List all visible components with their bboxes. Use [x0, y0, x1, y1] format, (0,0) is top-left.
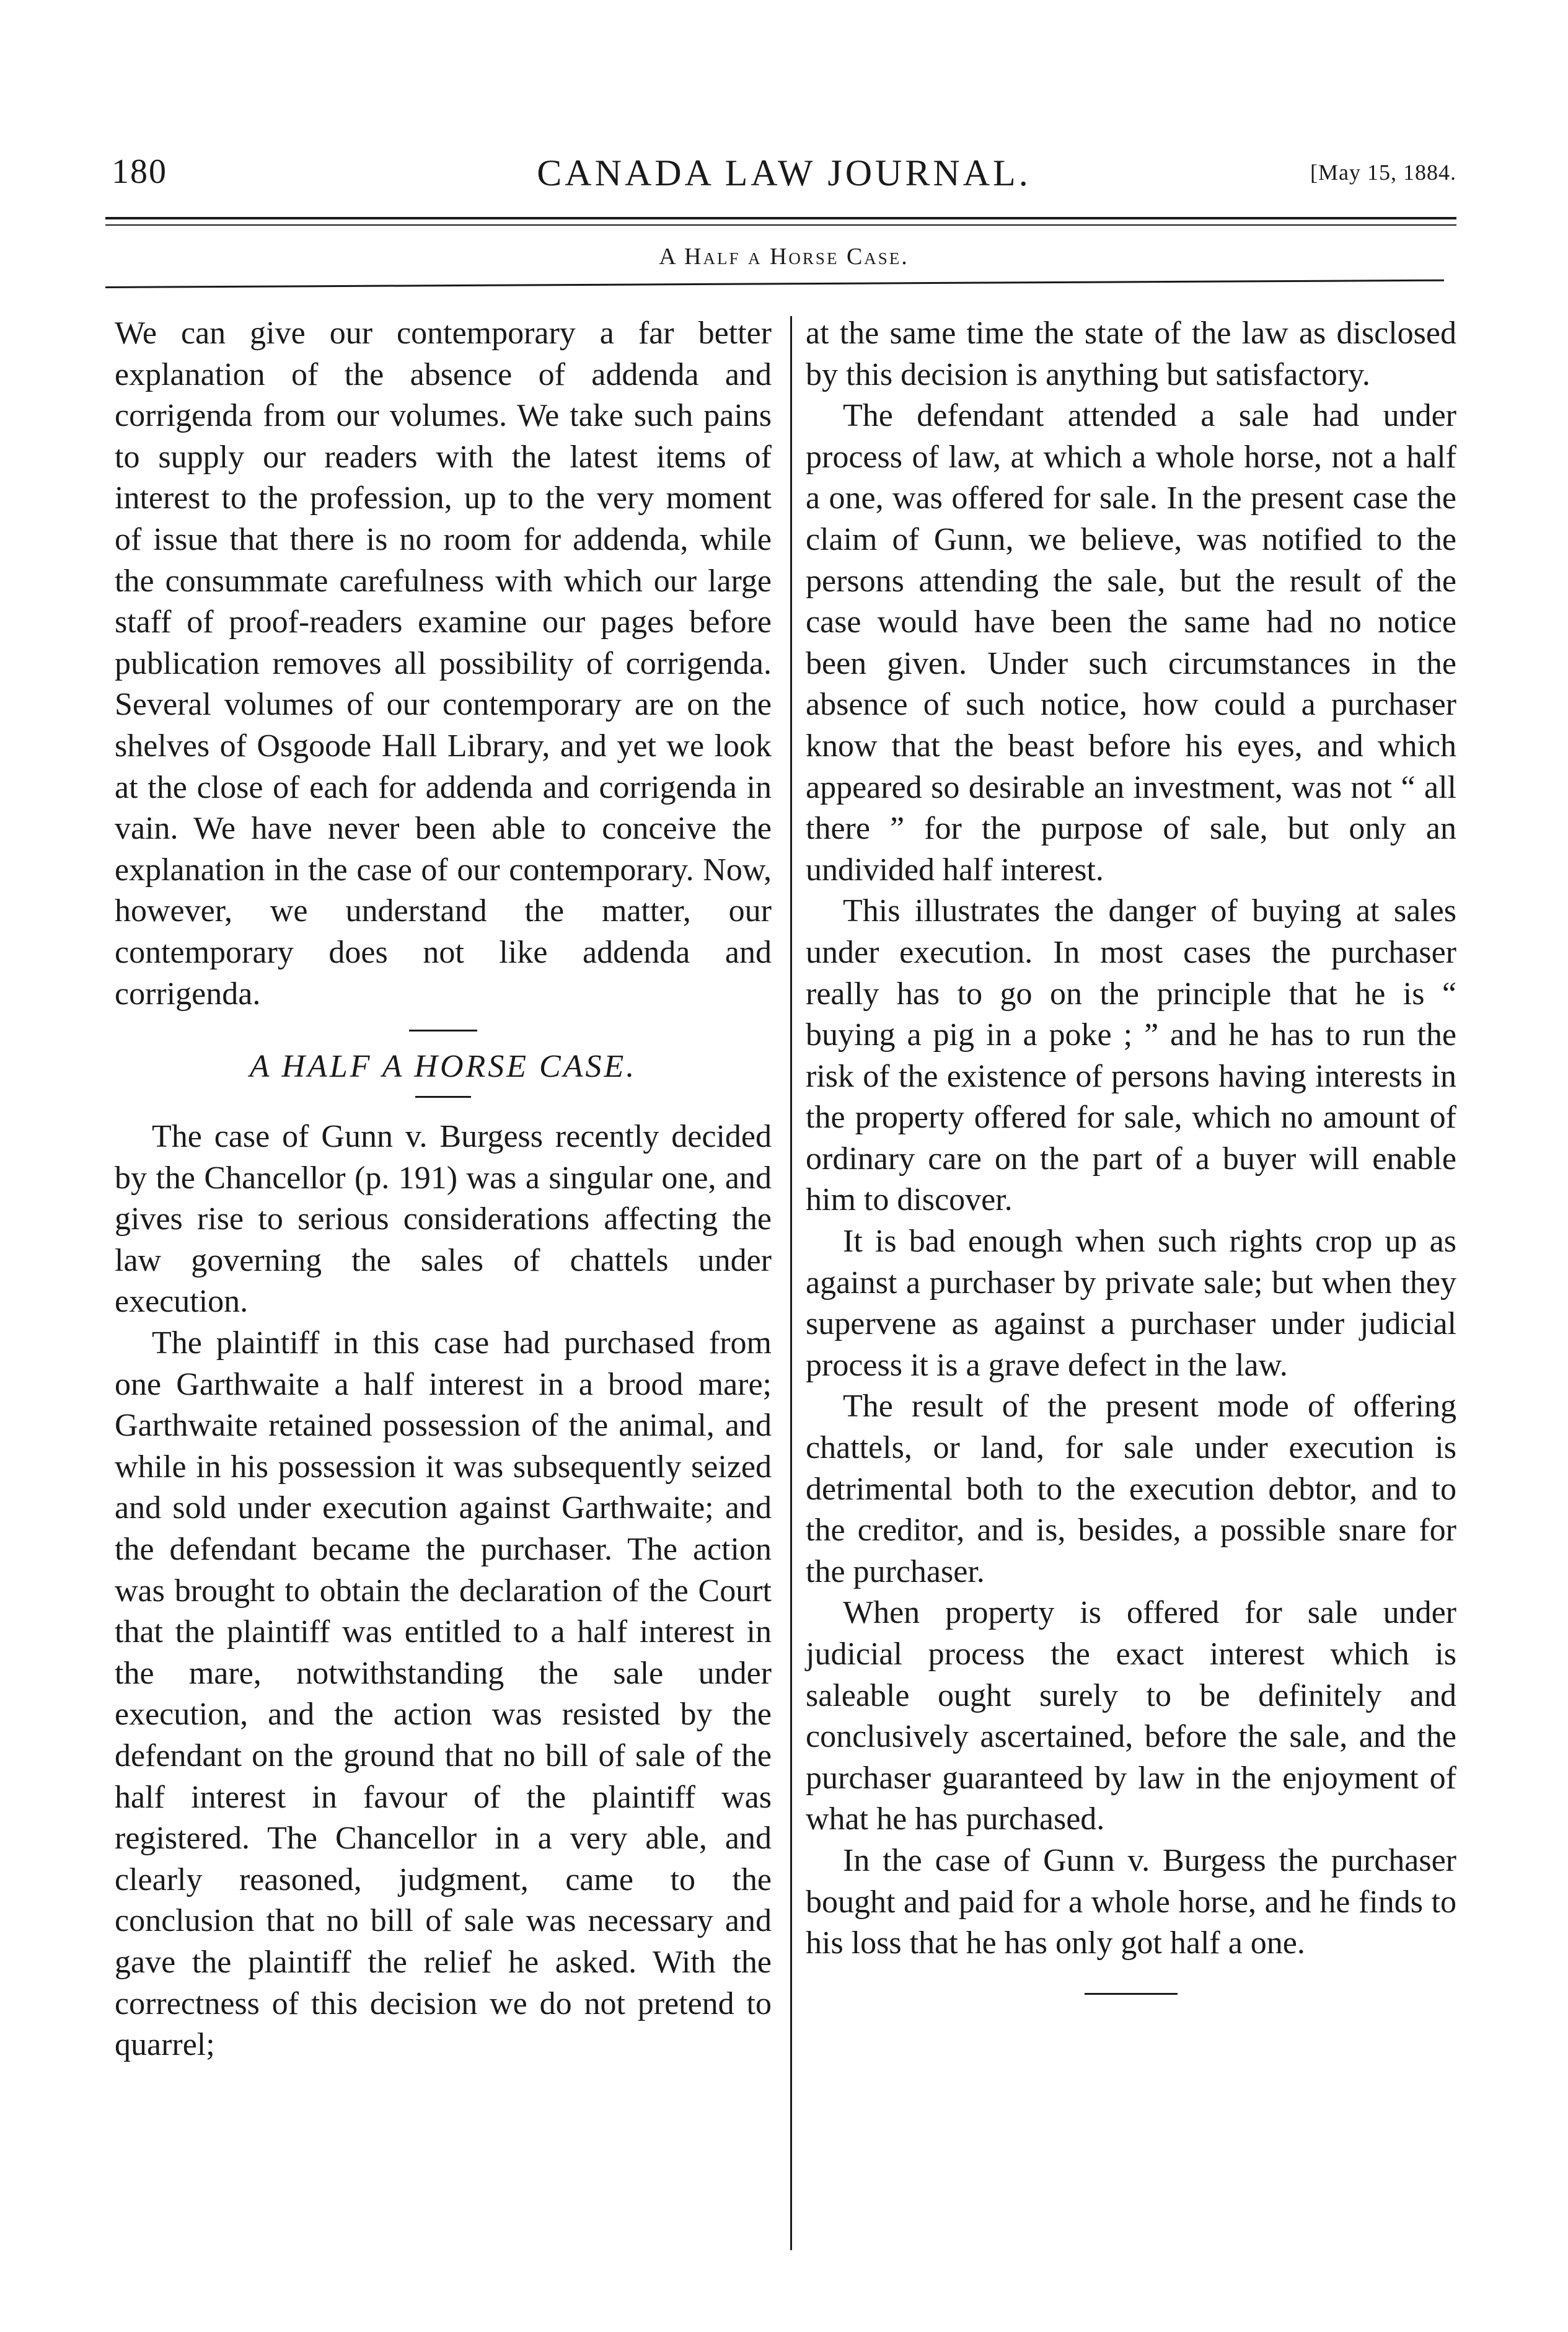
page-number: 180 [112, 152, 167, 191]
right-paragraph-1: at the same time the state of the law as disclosed by this decision is anything but satisfactory. [806, 316, 1456, 392]
right-paragraph-4: It is bad enough when such rights crop up as against a purchaser by private sale; but when they supervene as against a purchaser under judicial process it is a grave defect in the law. [806, 1224, 1456, 1383]
column-divider [790, 316, 792, 2250]
left-paragraph-3: The plaintiff in this case had purchased from one Garthwaite a half interest in a brood mare; Garthwaite retained possession of the animal, and while in his possession it was subsequently seized and sold under execution against Garthwaite; and the defendant became the purchaser. The action was brought to obtain the declaration of the Court that the plaintiff was entitled to a half interest in the mare, notwithstanding the sale under execution, and the action was resisted by the defendant on the ground that no bill of sale of the half interest in favour of the plaintiff was registered. The Chancellor in a very able, and clearly reasoned, judgment, came to the conclusion that no bill of sale was necessary and gave the plaintiff the relief he asked. With the correctness of this decision we do not pretend to quarrel; [115, 1325, 772, 2063]
page-header [112, 152, 1456, 208]
left-column [115, 313, 772, 2066]
header-rule-thick [105, 217, 1456, 219]
heading-rule [415, 1096, 471, 1098]
right-column [806, 313, 1456, 1995]
header-rule-thin [105, 224, 1456, 226]
end-rule [1085, 1993, 1178, 1995]
section-heading: A HALF A HORSE CASE. [249, 1049, 637, 1085]
right-paragraph-3: This illustrates the danger of buying at sales under execution. In most cases the purchaser really has to go on the principle that he is “ buying a pig in a poke ; ” and he has to run the risk of the existence of persons having interests in the property offered for sale, which no amount of ordinary care on the part of a buyer will enable him to discover. [806, 893, 1456, 1218]
left-paragraph-1: We can give our contemporary a far better explanation of the absence of addenda and corrigenda from our volumes. We take such pains to supply our readers with the latest items of interest to the profession, up to the very moment of issue that there is no room for addenda, while the consummate carefulness with which our large staff of proof-readers examine our pages before publication removes all possibility of corrigenda. Several volumes of our contemporary are on the shelves of Osgoode Hall Library, and yet we look at the close of each for addenda and corrigenda in vain. We have never been able to conceive the explanation in the case of our contemporary. Now, however, we understand the matter, our contemporary does not like addenda and corrigenda. [115, 316, 772, 1012]
journal-title: CANADA LAW JOURNAL. [537, 152, 1031, 193]
right-paragraph-6: When property is offered for sale under judicial process the exact interest which is saleable ought surely to be definitely and conclusively ascertained, before the sale, and the purchaser guaranteed by law in the enjoyment of what he has purchased. [806, 1595, 1456, 1837]
running-head: A Half a Horse Case. [659, 244, 909, 270]
right-paragraph-2: The defendant attended a sale had under process of law, at which a whole horse, not a half a one, was offered for sale. In the present case the claim of Gunn, we believe, was notified to the persons attending the sale, but the result of the case would have been the same had no notice been given. Under such circumstances in the absence of such notice, how could a purchaser know that the beast before his eyes, and which appeared so desirable an investment, was not “ all there ” for the purpose of sale, but only an undivided half interest. [806, 398, 1456, 888]
issue-date: [May 15, 1884. [1310, 160, 1456, 185]
left-paragraph-2: The case of Gunn v. Burgess recently decided by the Chancellor (p. 191) was a singular one, and gives rise to serious considerations affecting the law governing the sales of chattels under execution. [115, 1119, 772, 1320]
running-head-rule [105, 280, 1444, 288]
section-separator-rule [409, 1030, 477, 1031]
right-paragraph-5: The result of the present mode of offering chattels, or land, for sale under execution is detrimental both to the execution debtor, and to the creditor, and is, besides, a possible snare for the purchaser. [806, 1389, 1456, 1589]
right-paragraph-7: In the case of Gunn v. Burgess the purchaser bought and paid for a whole horse, and he finds to his loss that he has only got half a one. [806, 1842, 1456, 1961]
